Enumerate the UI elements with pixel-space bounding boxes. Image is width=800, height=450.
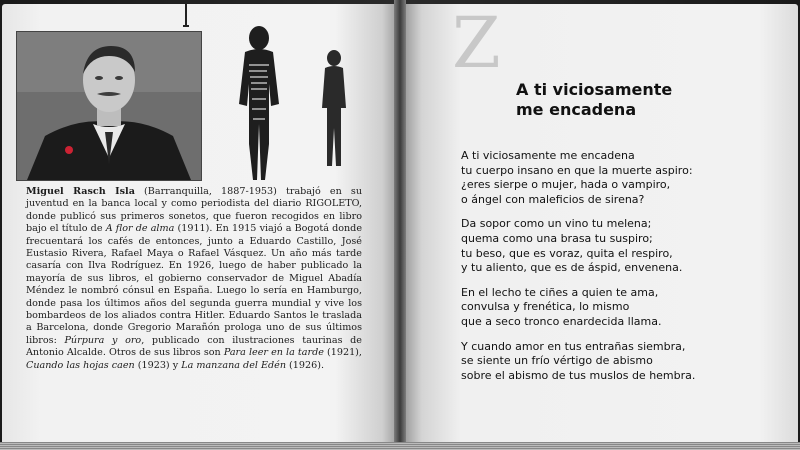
- poem-body: [461, 149, 791, 393]
- small-silhouette-figure-icon: [319, 48, 349, 168]
- bio-text-6: (1926).: [286, 359, 325, 371]
- book-title-2: Púrpura y oro: [64, 334, 142, 346]
- poem-line: sobre el abismo de tus muslos de hembra.: [461, 368, 696, 382]
- left-page: [2, 4, 394, 446]
- poem-line: que a seco tronco enardecida llama.: [461, 314, 662, 328]
- poem-stanza-1: [461, 149, 791, 207]
- bookmark-hook-icon: [180, 4, 192, 30]
- poem-line: y tu aliento, que es de áspid, envenena.: [461, 261, 683, 275]
- poem-line: En el lecho te ciñes a quien te ama,: [461, 285, 659, 299]
- poem-line: quema como una brasa tu suspiro;: [461, 231, 653, 245]
- poem-stanza-4: [461, 340, 791, 384]
- poem-stanza-2: [461, 217, 791, 275]
- book-title-4: Cuando las hojas caen: [26, 359, 135, 371]
- bio-text-1: (Barranquilla, 1887-1953) trabajó en su juventud en la banca local y como periodista del diario RIGOLETO, donde publicó sus primeros sonetos, que fueron recogidos en libro bajo el título de: [26, 186, 362, 235]
- poem-line: ¿eres sierpe o mujer, hada o vampiro,: [461, 178, 671, 192]
- text-silhouette-figure-icon: [235, 24, 283, 184]
- poem-stanza-3: [461, 286, 791, 330]
- poem-line: convulsa y frenética, lo mismo: [461, 300, 630, 314]
- bio-text-5: (1923) y: [134, 359, 182, 371]
- bio-text-4: (1921),: [323, 347, 362, 359]
- book-title-1: A flor de alma: [105, 223, 175, 235]
- bio-text-2: (1911). En 1915 viajó a Bogotá donde frecuentará los cafés de entonces, junto a Eduardo Castillo, José Eustasio Rivera, Rafael Maya o Rafael Vásquez. Un año más tarde casaría con Ilva Rodríguez. En 1926, luego de haber publicado la mayoría de sus libros, el gobierno conservador de Miguel Abadía Méndez le nombró cónsul en España. Luego lo sería en Hamburgo, donde pasa los últimos años del segunda guerra mundial y vive los bombardeos de los aliados contra Hitler. Eduardo Santos le traslada a Barcelona, donde Gregorio Marañón prologa uno de sus últimos libros:: [26, 223, 363, 346]
- page-edges: [0, 442, 800, 450]
- book-title-3: Para leer en la tarde: [223, 347, 324, 359]
- author-portrait: [16, 31, 202, 181]
- portrait-image: [17, 32, 201, 180]
- poem-line: tu cuerpo insano en que la muerte aspiro:: [461, 163, 693, 177]
- poem-line: o ángel con maleficios de sirena?: [461, 192, 645, 206]
- book-spine: [394, 0, 406, 450]
- author-biography: [26, 186, 362, 372]
- author-name: Miguel Rasch Isla: [26, 186, 135, 197]
- poem-title-line-2: me encadena: [516, 100, 637, 119]
- poem-line: tu beso, que es voraz, quita el respiro,: [461, 246, 673, 260]
- poem-line: se siente un frío vértigo de abismo: [461, 354, 653, 368]
- poem-line: A ti viciosamente me encadena: [461, 149, 635, 162]
- bio-text-3: , publicado con ilustraciones taurinas de Antonio Alcalde. Otros de sus libros son: [26, 334, 362, 359]
- poem-line: Da sopor como un vino tu melena;: [461, 217, 652, 231]
- decorative-letter-icon: Z: [452, 2, 501, 84]
- poem-title: [516, 80, 756, 120]
- poem-title-line-1: A ti viciosamente: [516, 80, 673, 99]
- book-title-5: La manzana del Edén: [181, 359, 286, 371]
- poem-line: Y cuando amor en tus entrañas siembra,: [461, 339, 686, 353]
